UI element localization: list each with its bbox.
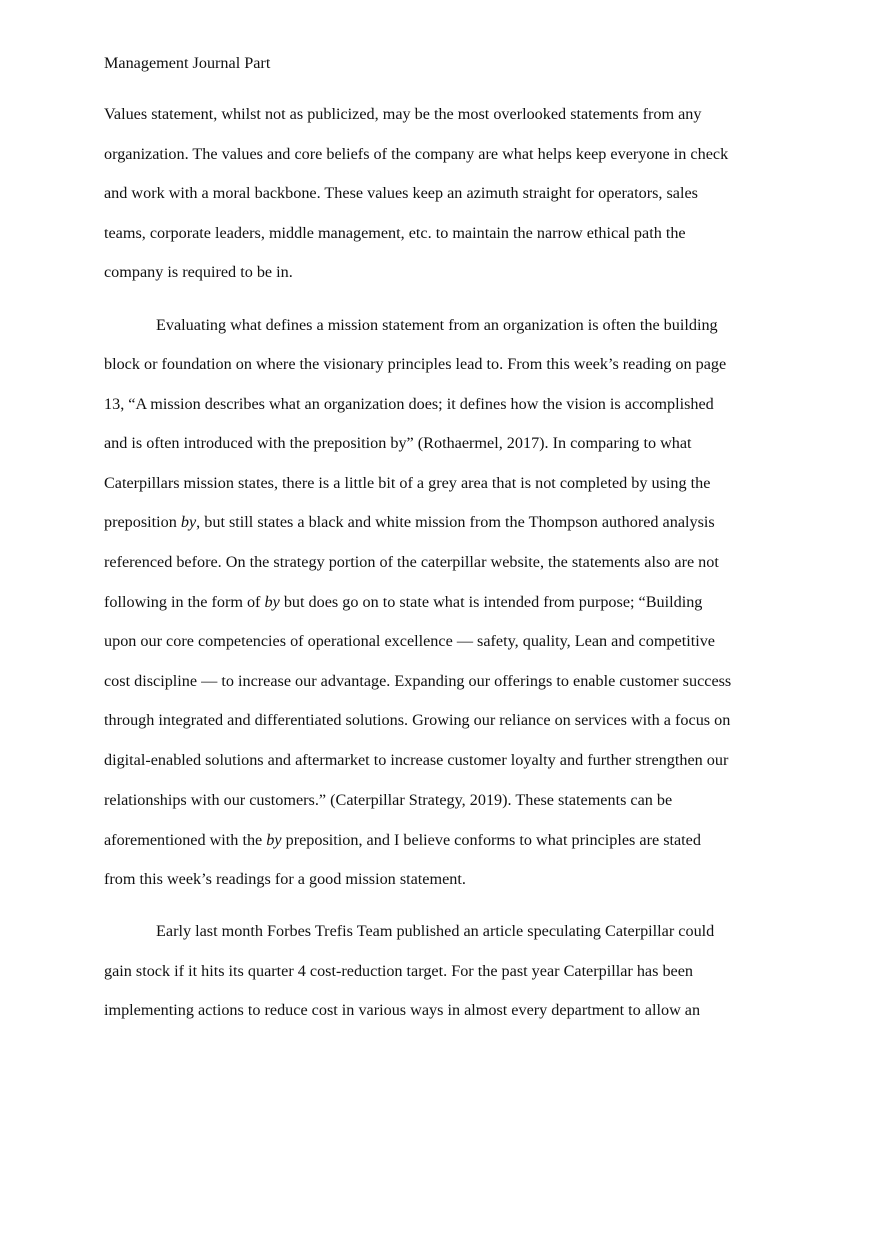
paragraph-3-line-3: implementing actions to reduce cost in various ways in almost every department to allow an bbox=[104, 1001, 701, 1019]
paragraph-2-line-3: 13, “A mission describes what an organization does; it defines how the vision is accomplished bbox=[104, 395, 714, 413]
paragraph-2-line-12: digital-enabled solutions and aftermarket to increase customer loyalty and further strengthen our bbox=[104, 751, 729, 769]
paragraph-2-line-1: Evaluating what defines a mission statement from an organization is often the building bbox=[156, 316, 718, 334]
text-run: preposition bbox=[104, 513, 181, 531]
paragraph-2-line-14 bbox=[104, 828, 701, 852]
paragraph-2-line-6 bbox=[104, 510, 715, 534]
text-run: but does go on to state what is intended from purpose; “Building bbox=[279, 593, 703, 611]
paragraph-3-line-1: Early last month Forbes Trefis Team published an article speculating Caterpillar could bbox=[156, 922, 715, 940]
text-run: following in the form of bbox=[104, 593, 265, 611]
paragraph-1-line-3: and work with a moral backbone. These values keep an azimuth straight for operators, sales bbox=[104, 184, 698, 202]
running-head: Management Journal Part bbox=[104, 54, 271, 72]
paragraph-2-line-10: cost discipline — to increase our advantage. Expanding our offerings to enable customer success bbox=[104, 672, 732, 690]
paragraph-2-line-7: referenced before. On the strategy portion of the caterpillar website, the statements also are not bbox=[104, 553, 719, 571]
italic-by: by bbox=[264, 593, 280, 611]
text-run: , but still states a black and white mission from the Thompson authored analysis bbox=[196, 513, 715, 531]
paragraph-1-line-4: teams, corporate leaders, middle management, etc. to maintain the narrow ethical path the bbox=[104, 224, 686, 242]
text-run: preposition, and I believe conforms to what principles are stated bbox=[281, 831, 701, 849]
paragraph-2-line-11: through integrated and differentiated solutions. Growing our reliance on services with a focus on bbox=[104, 711, 731, 729]
paragraph-1-line-1: Values statement, whilst not as publicized, may be the most overlooked statements from any bbox=[104, 105, 702, 123]
italic-by: by bbox=[180, 513, 197, 531]
paragraph-2-line-15: from this week’s readings for a good mission statement. bbox=[104, 870, 466, 888]
italic-by: by bbox=[266, 831, 282, 849]
paragraph-1-line-2: organization. The values and core beliefs of the company are what helps keep everyone in check bbox=[104, 145, 729, 163]
paragraph-1-line-5: company is required to be in. bbox=[104, 263, 293, 281]
paragraph-2-line-8 bbox=[104, 590, 702, 614]
paragraph-2-line-9: upon our core competencies of operational excellence — safety, quality, Lean and competitive bbox=[104, 632, 715, 650]
paragraph-3-line-2: gain stock if it hits its quarter 4 cost-reduction target. For the past year Caterpillar has been bbox=[104, 962, 694, 980]
paragraph-2-line-5: Caterpillars mission states, there is a little bit of a grey area that is not completed by using the bbox=[104, 474, 711, 492]
paragraph-2-line-13: relationships with our customers.” (Caterpillar Strategy, 2019). These statements can be bbox=[104, 791, 673, 809]
text-run: aforementioned with the bbox=[104, 831, 267, 849]
paragraph-2-line-4: and is often introduced with the preposition by” (Rothaermel, 2017). In comparing to what bbox=[104, 434, 692, 452]
paragraph-2-line-2: block or foundation on where the visionary principles lead to. From this week’s reading on page bbox=[104, 355, 727, 373]
